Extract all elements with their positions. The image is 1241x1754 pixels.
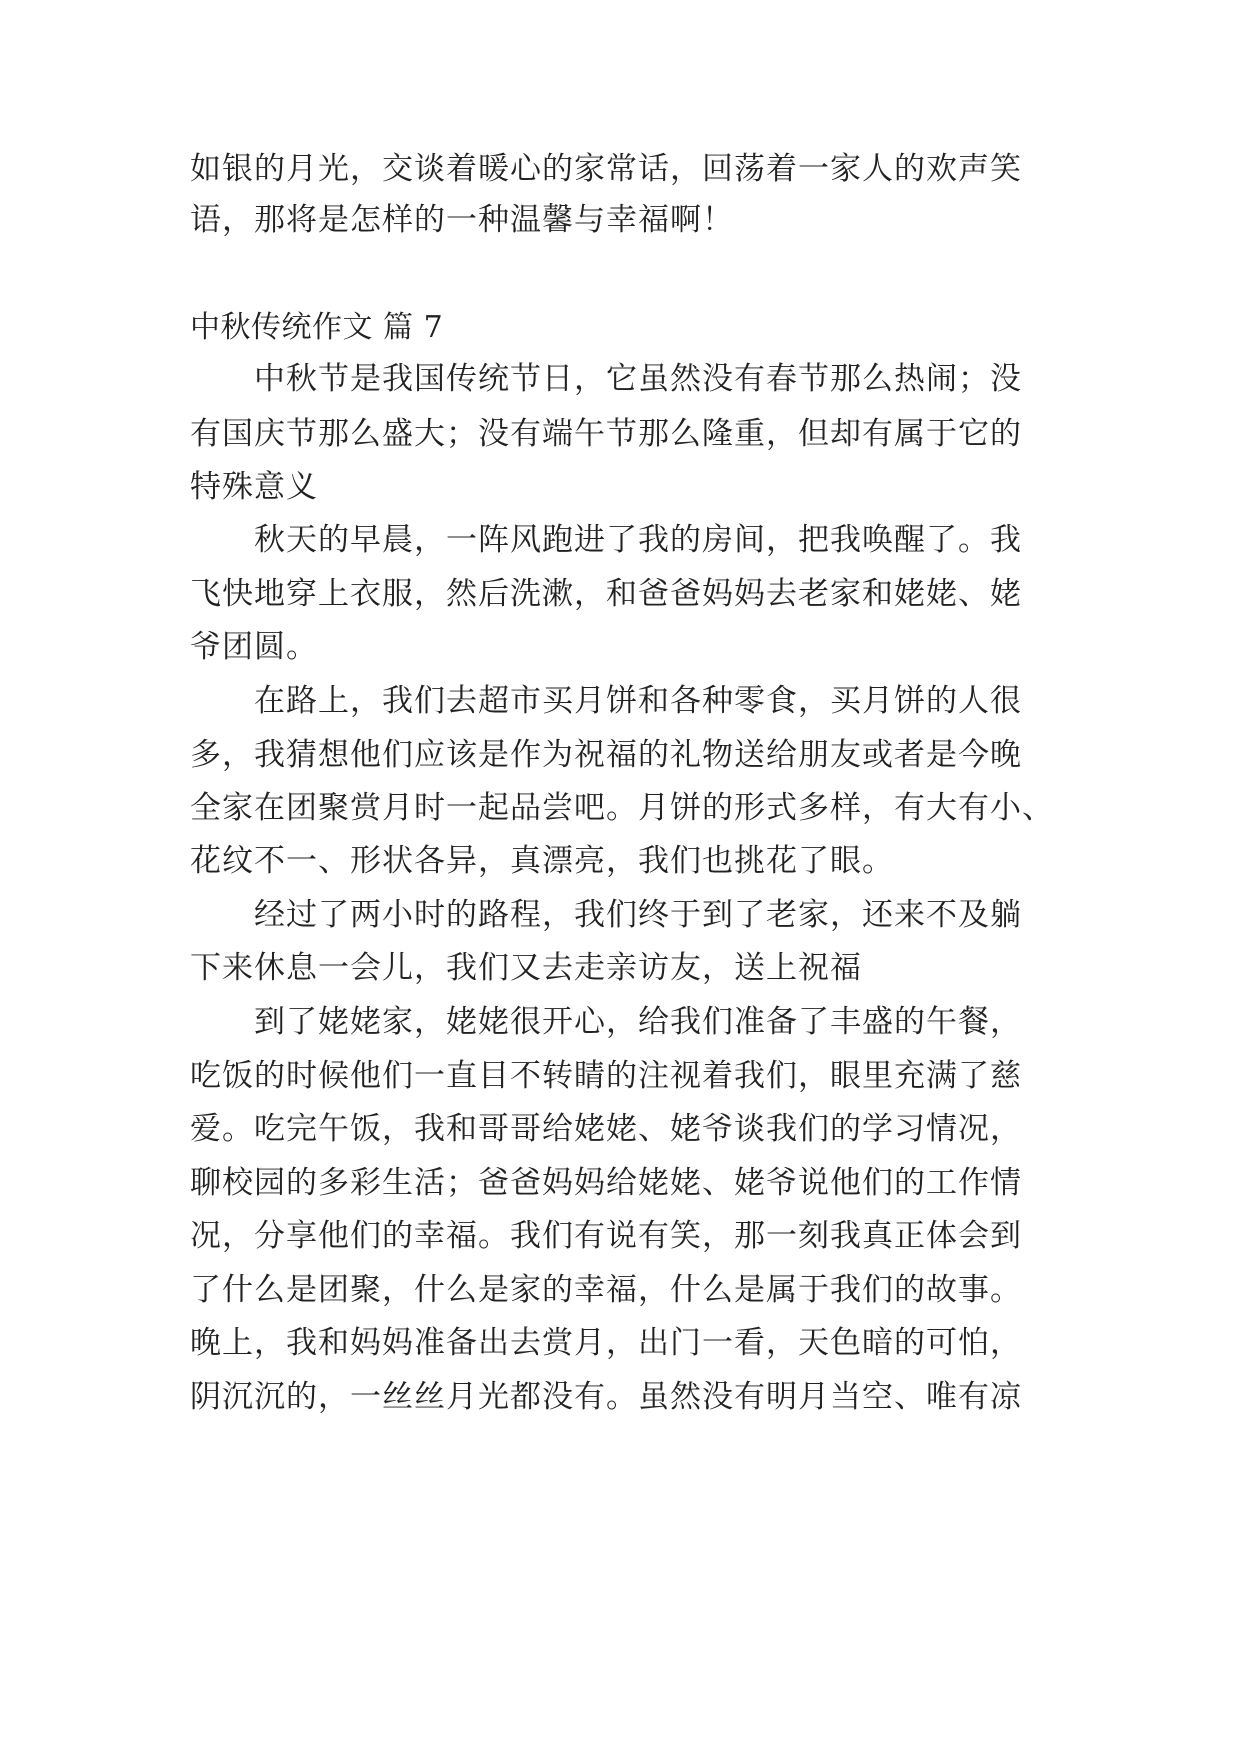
paragraph-line: 吃饭的时候他们一直目不转睛的注视着我们，眼里充满了慈 (190, 1058, 1022, 1094)
paragraph-line: 聊校园的多彩生活；爸爸妈妈给姥姥、姥爷说他们的工作情 (190, 1165, 1022, 1201)
paragraph-line: 了什么是团聚，什么是家的幸福，什么是属于我们的故事。 (190, 1272, 1022, 1308)
section-title: 中秋传统作文 篇 7 (190, 310, 444, 345)
paragraph-line: 秋天的早晨，一阵风跑进了我的房间，把我唤醒了。我 (190, 522, 1022, 558)
intro-line: 如银的月光，交谈着暖心的家常话，回荡着一家人的欢声笑 (190, 151, 1022, 187)
paragraph-line: 到了姥姥家，姥姥很开心，给我们准备了丰盛的午餐， (190, 1004, 1022, 1040)
paragraph-line: 阴沉沉的，一丝丝月光都没有。虽然没有明月当空、唯有凉 (190, 1379, 1022, 1415)
paragraph-line: 有国庆节那么盛大；没有端午节那么隆重，但却有属于它的 (190, 416, 1022, 452)
paragraph-line: 多，我猜想他们应该是作为祝福的礼物送给朋友或者是今晚 (190, 737, 1022, 773)
paragraph-line: 花纹不一、形状各异，真漂亮，我们也挑花了眼。 (190, 843, 894, 879)
paragraph-line: 经过了两小时的路程，我们终于到了老家，还来不及躺 (190, 897, 1022, 933)
paragraph-line: 爷团圆。 (190, 629, 318, 665)
paragraph-line: 飞快地穿上衣服，然后洗漱，和爸爸妈妈去老家和姥姥、姥 (190, 576, 1022, 612)
paragraph-line: 晚上，我和妈妈准备出去赏月，出门一看，天色暗的可怕， (190, 1325, 1022, 1361)
paragraph-line: 爱。吃完午饭，我和哥哥给姥姥、姥爷谈我们的学习情况， (190, 1111, 1022, 1147)
paragraph-line: 全家在团聚赏月时一起品尝吧。月饼的形式多样，有大有小、 (190, 790, 1054, 826)
intro-line: 语，那将是怎样的一种温馨与幸福啊！ (190, 202, 734, 238)
paragraph-line: 中秋节是我国传统节日，它虽然没有春节那么热闹；没 (190, 361, 1022, 397)
paragraph-line: 况，分享他们的幸福。我们有说有笑，那一刻我真正体会到 (190, 1218, 1022, 1254)
paragraph-line: 下来休息一会儿，我们又去走亲访友，送上祝福 (190, 950, 862, 986)
paragraph-line: 特殊意义 (190, 469, 318, 505)
paragraph-line: 在路上，我们去超市买月饼和各种零食，买月饼的人很 (190, 683, 1022, 719)
